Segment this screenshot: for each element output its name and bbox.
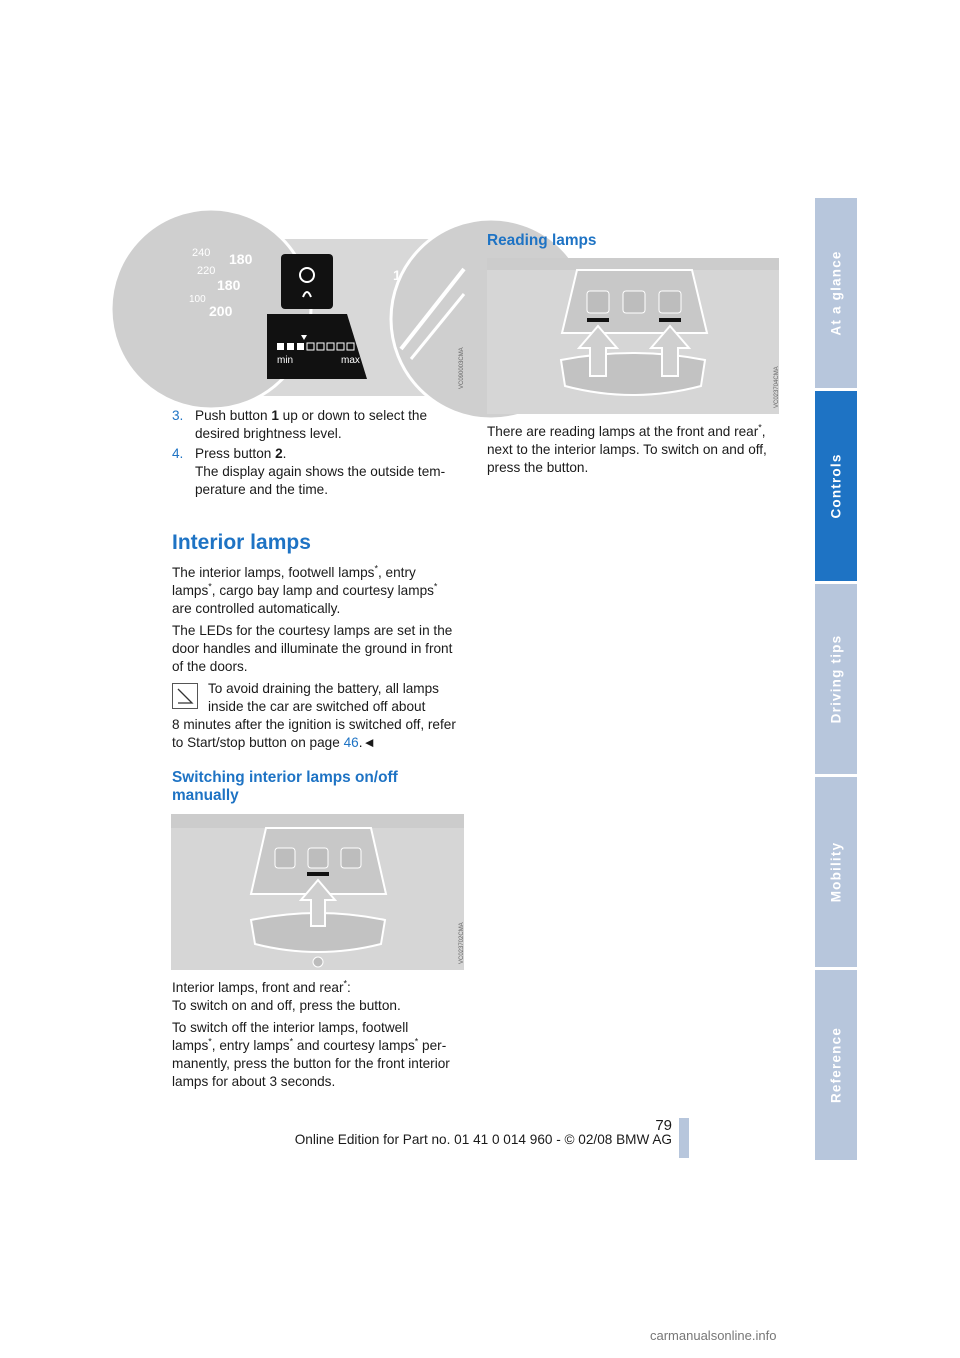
- step-3-text: Push button 1 up or down to select the desired brightness level.: [195, 408, 428, 441]
- image-code: VC023702CMA: [459, 922, 465, 964]
- gauge-number: 180: [229, 251, 253, 267]
- interior-lamps-caption: Interior lamps, front and rear*: To switch on and off, press the button.: [172, 978, 401, 1013]
- gauge-number: 1: [393, 267, 401, 283]
- gauge-number: 180: [217, 277, 241, 293]
- tab-controls[interactable]: Controls: [815, 391, 857, 581]
- gauge-number: 240: [192, 247, 211, 259]
- step-4-text: Press button 2. The display again shows the outside tem- perature and the time.: [195, 446, 446, 497]
- section-title-reading-lamps: Reading lamps: [487, 232, 597, 249]
- page-number: 79: [655, 1117, 672, 1134]
- reading-lamps-paragraph: There are reading lamps at the front and rear*, next to the interior lamps. To switch on and off, press the button.: [487, 422, 767, 475]
- note-text-lines-1-2: To avoid draining the battery, all lamps inside the car are switched off about: [208, 681, 439, 714]
- reading-lamps-image: [487, 258, 779, 414]
- tab-at-a-glance[interactable]: At a glance: [815, 198, 857, 388]
- interior-lamps-front-image: [171, 814, 464, 970]
- instrument-cluster-image: [171, 239, 464, 396]
- interior-lamps-intro: The interior lamps, footwell lamps*, entry lamps*, cargo bay lamp and courtesy lamps* are controlled automatically.: [172, 563, 438, 616]
- gauge-number: 100: [189, 294, 206, 305]
- tab-reference[interactable]: Reference: [815, 970, 857, 1160]
- note-text-lines-3-4: 8 minutes after the ignition is switched off, refer to Start/stop button on page 46.◄: [172, 717, 456, 750]
- gauge-number: 220: [197, 265, 216, 277]
- image-code: VC023704CMA: [774, 366, 780, 408]
- display-max-label: max: [341, 355, 360, 366]
- section-title-switching-manually: Switching interior lamps on/off manually: [172, 769, 398, 804]
- step-3: 3.: [172, 408, 184, 423]
- display-min-label: min: [277, 355, 294, 366]
- footer-bar: [679, 1118, 689, 1158]
- courtesy-lamps-paragraph: The LEDs for the courtesy lamps are set in the door handles and illuminate the ground in front of the doors.: [172, 623, 453, 674]
- footer-edition: Online Edition for Part no. 01 41 0 014 960 - © 02/08 BMW AG: [294, 1132, 672, 1147]
- tab-mobility[interactable]: Mobility: [815, 777, 857, 967]
- note-icon: [172, 683, 198, 709]
- gauge-number: 200: [209, 303, 233, 319]
- step-4: 4.: [172, 446, 184, 461]
- page-link-46[interactable]: 46: [343, 735, 359, 750]
- tab-driving-tips[interactable]: Driving tips: [815, 584, 857, 774]
- chapter-sidebar: [815, 198, 857, 1160]
- watermark: carmanualsonline.info: [650, 1328, 777, 1343]
- image-code: VC090003CMA: [459, 347, 465, 389]
- section-title-interior-lamps: Interior lamps: [172, 531, 311, 554]
- switch-off-paragraph: To switch off the interior lamps, footwell lamps*, entry lamps* and courtesy lamps* per- manently, press the button for the front interior lamps for about 3 seconds.: [172, 1020, 450, 1089]
